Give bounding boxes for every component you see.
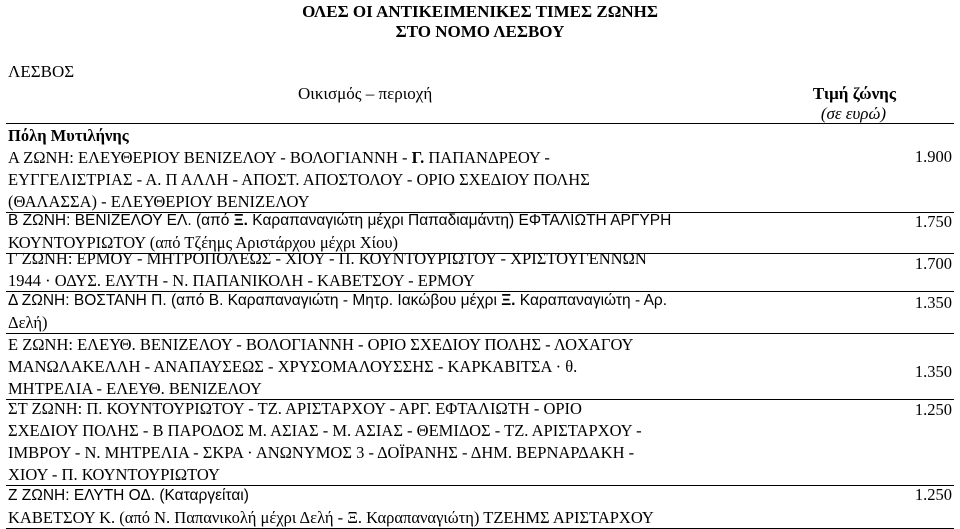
zone-text-segment: Δ ΖΩΝΗ: ΒΟΣΤΑΝΗ Π. (από Β. Καραπαναγιώτη - Μητρ. Ιακώβου μέχρι xyxy=(8,292,502,309)
city-heading: Πόλη Μυτιλήνης xyxy=(8,126,129,145)
zone-description-line xyxy=(8,485,249,507)
zone-text-segment: Γ. xyxy=(411,148,425,167)
zone-text-segment: Ε ΖΩΝΗ: ΕΛΕΥΘ. ΒΕΝΙΖΕΛΟΥ - ΒΟΛΟΓΙΑΝΝΗ - ΟΡΙΟ ΣΧΕΔΙΟΥ ΠΟΛΗΣ - ΛΟΧΑΓΟΥ xyxy=(8,335,634,354)
zone-text-segment: ΜΗΤΡΕΛΙΑ - ΕΛΕΥΘ. ΒΕΝΙΖΕΛΟΥ xyxy=(8,379,262,398)
zone-description-line xyxy=(8,290,667,312)
price-column-header: Τιμή ζώνης xyxy=(812,84,896,103)
zone-description-line xyxy=(8,270,475,292)
zone-description-line xyxy=(8,378,262,400)
zone-description-line xyxy=(8,507,654,529)
zone-price: 1.900 xyxy=(914,147,952,166)
zone-description-line xyxy=(8,442,634,464)
zone-description-line xyxy=(8,248,647,270)
zone-price: 1.250 xyxy=(914,485,952,504)
area-column-header: Οικισμός – περιοχή xyxy=(298,84,433,103)
zone-text-segment: ΕΥΓΓΕΛΙΣΤΡΙΑΣ - Α. Π ΑΛΛΗ - ΑΠΟΣΤ. ΑΠΟΣΤΟΛΟΥ - ΟΡΙΟ ΣΧΕΔΙΟΥ ΠΟΛΗΣ xyxy=(8,170,590,189)
zone-text-segment: ΠΑΠΑΝΔΡΕΟΥ - xyxy=(424,148,550,167)
zone-price: 1.250 xyxy=(914,400,952,419)
zone-text-segment: ΣΧΕΔΙΟΥ ΠΟΛΗΣ - Β ΠΑΡΟΔΟΣ Μ. ΑΣΙΑΣ - Μ. ΑΣΙΑΣ - ΘΕΜΙΔΟΣ - ΤΖ. ΑΡΙΣΤΑΡΧΟΥ - xyxy=(8,421,642,440)
zone-text-segment: Ξ. xyxy=(501,292,516,309)
zone-text-segment: 1944 · ΟΔΥΣ. ΕΛΥΤΗ - Ν. ΠΑΠΑΝΙΚΟΛΗ - ΚΑΒΕΤΣΟΥ - ΕΡΜΟΥ xyxy=(8,271,475,290)
zone-price: 1.750 xyxy=(914,212,952,231)
zone-text-segment: Β ΖΩΝΗ: ΒΕΝΙΖΕΛΟΥ ΕΛ. (από xyxy=(8,212,234,229)
zone-price: 1.350 xyxy=(914,362,952,381)
document-title-line2: ΣΤΟ ΝΟΜΟ ΛΕΣΒΟΥ xyxy=(395,22,565,41)
price-unit-label: (σε ευρώ) xyxy=(820,104,886,123)
zone-text-segment: ΜΑΝΩΛΑΚΕΛΛΗ - ΑΝΑΠΑΥΣΕΩΣ - ΧΡΥΣΟΜΑΛΟΥΣΣΗΣ - ΚΑΡΚΑΒΙΤΣΑ · θ. xyxy=(8,357,578,376)
zone-text-segment: Δελή) xyxy=(8,313,48,332)
zone-text-segment: ΣΤ ΖΩΝΗ: Π. ΚΟΥΝΤΟΥΡΙΩΤΟΥ - ΤΖ. ΑΡΙΣΤΑΡΧΟΥ - ΑΡΓ. ΕΦΤΑΛΙΩΤΗ - ΟΡΙΟ xyxy=(8,399,582,418)
zone-description-line xyxy=(8,356,577,378)
zone-text-segment: ΚΟΥΝΤΟΥΡΙΩΤΟΥ (από Τζέημς Αριστάρχου μέχρι Χίου) xyxy=(8,233,399,252)
zone-description-line xyxy=(8,210,671,232)
zone-text-segment: Καραπαναγιώτη μέχρι Παπαδιαμάντη) ΕΦΤΑΛΙΩΤΗ ΑΡΓΥΡΗ xyxy=(247,212,672,229)
region-label: ΛΕΣΒΟΣ xyxy=(8,62,75,81)
zone-text-segment: ΧΙΟΥ - Π. ΚΟΥΝΤΟΥΡΙΩΤΟΥ xyxy=(8,465,220,484)
zone-text-segment: Ζ ΖΩΝΗ: ΕΛΥΤΗ ΟΔ. (Καταργείται) xyxy=(8,487,249,504)
zone-price: 1.700 xyxy=(914,254,952,273)
zone-text-segment: Γ ΖΩΝΗ: ΕΡΜΟΥ - ΜΗΤΡΟΠΟΛΕΩΣ - ΧΙΟΥ - Π. ΚΟΥΝΤΟΥΡΙΩΤΟΥ - ΧΡΙΣΤΟΥΓΕΝΝΩΝ xyxy=(8,249,647,268)
zone-price: 1.350 xyxy=(914,293,952,312)
zone-description-line xyxy=(8,464,220,486)
zone-description-line xyxy=(8,420,642,442)
zone-description-line xyxy=(8,312,48,334)
zone-text-segment: ΚΑΒΕΤΣΟΥ Κ. (από Ν. Παπανικολή μέχρι Δελή - Ξ. Καραπαναγιώτη) ΤΖΕΗΜΣ ΑΡΙΣΤΑΡΧΟΥ xyxy=(8,508,654,527)
zone-text-segment: (ΘΑΛΑΣΣΑ) - ΕΛΕΥΘΕΡΙΟΥ ΒΕΝΙΖΕΛΟΥ xyxy=(8,192,310,211)
document-title-line1: ΟΛΕΣ ΟΙ ΑΝΤΙΚΕΙΜΕΝΙΚΕΣ ΤΙΜΕΣ ΖΩΝΗΣ xyxy=(302,2,658,21)
zone-description-line xyxy=(8,398,582,420)
zone-text-segment: Α ΖΩΝΗ: ΕΛΕΥΘΕΡΙΟΥ ΒΕΝΙΖΕΛΟΥ - ΒΟΛΟΓΙΑΝΝΗ - xyxy=(8,148,412,167)
zone-description-line xyxy=(8,147,550,169)
zone-text-segment: Ξ. xyxy=(233,212,248,229)
zone-text-segment: ΙΜΒΡΟΥ - Ν. ΜΗΤΡΕΛΙΑ - ΣΚΡΑ · ΑΝΩΝΥΜΟΣ 3 - ΔΟΪΡΑΝΗΣ - ΔΗΜ. ΒΕΡΝΑΡΔΑΚΗ - xyxy=(8,443,635,462)
zone-description-line xyxy=(8,169,590,191)
zone-description-line xyxy=(8,334,633,356)
header-rule xyxy=(6,123,954,124)
zone-text-segment: Καραπαναγιώτη - Αρ. xyxy=(515,292,668,309)
